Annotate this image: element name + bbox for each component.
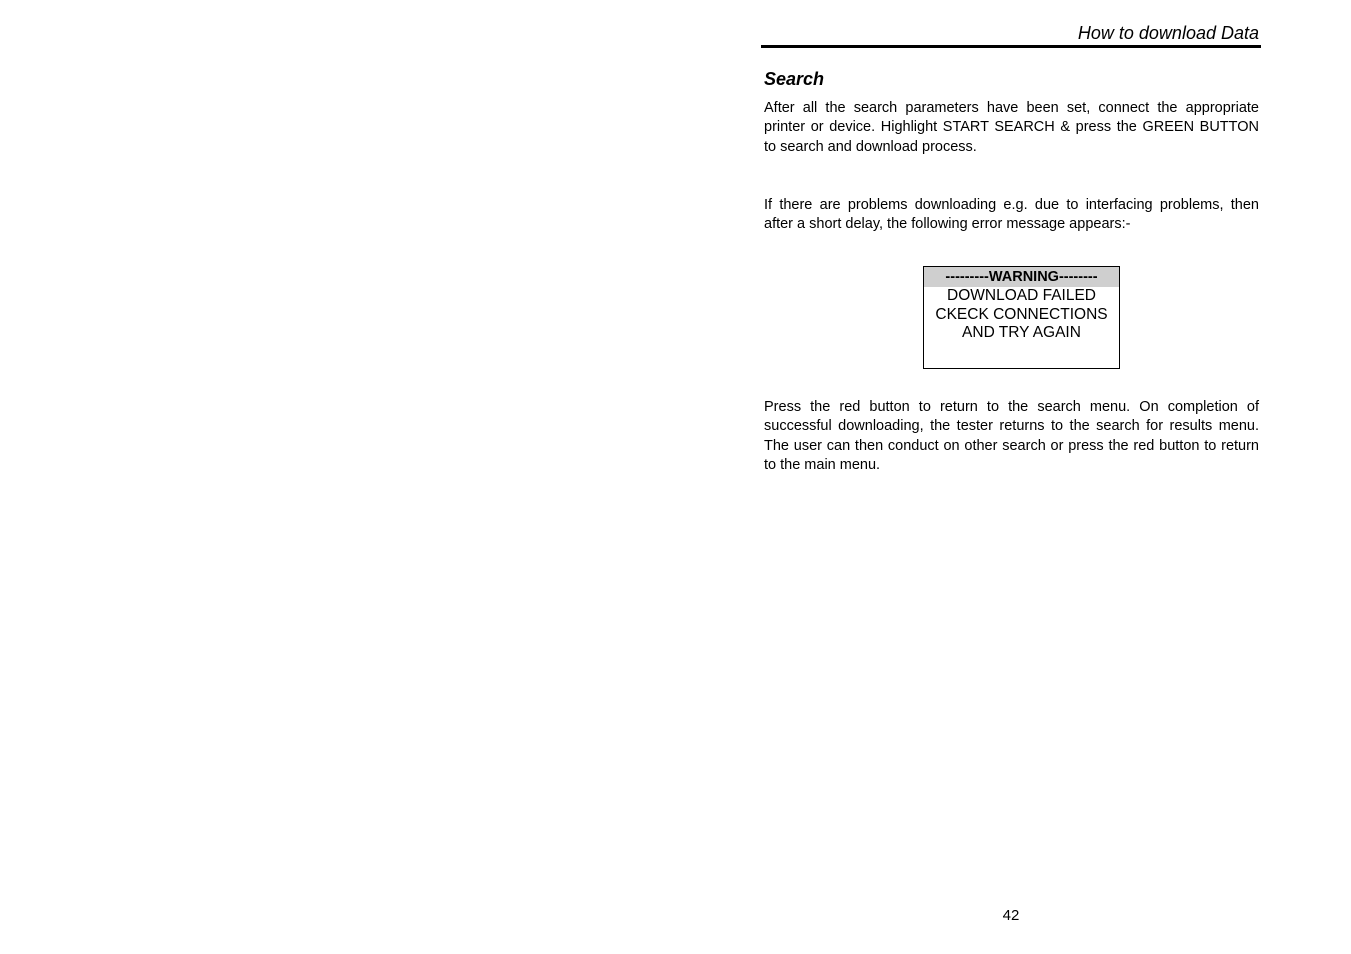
warning-message-box <box>923 266 1120 369</box>
paragraph-download-problems: If there are problems downloading e.g. due to interfacing problems, then after a short delay, the following error message appears:- <box>764 197 1259 233</box>
warning-line-download-failed: DOWNLOAD FAILED <box>947 287 1096 304</box>
right-page <box>761 0 1261 954</box>
warning-header: ---------WARNING-------- <box>924 267 1119 287</box>
paragraph-search-instructions: After all the search parameters have been set, connect the appropriate printer or device. Highlight START SEARCH & press the GREEN BUTTON to search and download process. <box>764 100 1259 155</box>
paragraph-return-instructions: Press the red button to return to the search menu. On completion of successful downloading, the tester returns to the search for results menu. The user can then conduct on other search or press the red button to return to the main menu. <box>764 399 1259 473</box>
warning-line-try-again: AND TRY AGAIN <box>962 324 1081 341</box>
header-rule <box>761 45 1261 48</box>
warning-line-check-connections: CKECK CONNECTIONS <box>935 305 1108 323</box>
page-number: 42 <box>1002 907 1020 924</box>
running-header: How to download Data <box>1077 23 1259 43</box>
section-title: Search <box>764 69 825 89</box>
